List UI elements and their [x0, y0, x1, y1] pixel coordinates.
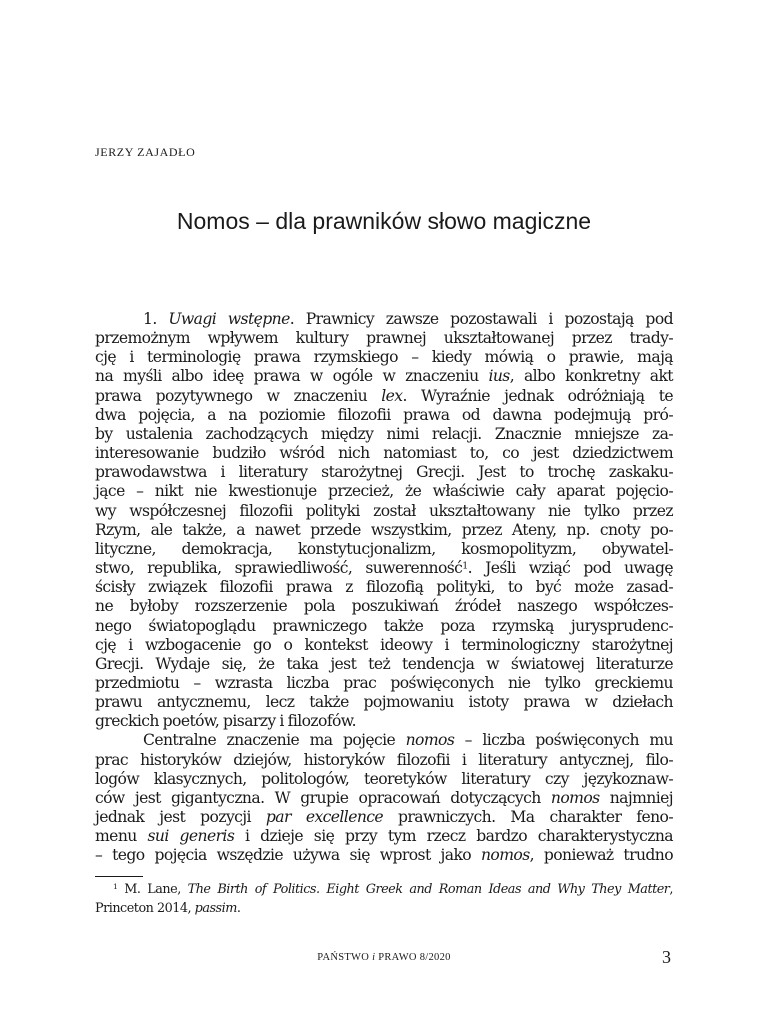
footnotes — [95, 880, 673, 918]
article-body — [95, 310, 673, 866]
author-name: JERZY ZAJADŁO — [95, 145, 196, 159]
body-text-line: by ustalenia zachodzących między nimi relacji. Znacznie mniejsze za- — [95, 424, 673, 443]
body-text-line: menu sui generis i dzieje się przy tym rzecz bardzo charakterystyczna — [95, 827, 673, 846]
body-text-line: prawu antycznemu, lecz także pojmowaniu istoty prawa w dziełach — [95, 693, 673, 712]
body-text-line: prawa pozytywnego w znaczeniu lex. Wyraźnie jednak odróżniają te — [95, 386, 673, 405]
body-text-line: nego światopoglądu prawniczego także poza rzymską jurysprudenc- — [95, 616, 673, 635]
article-title: Nomos – dla prawników słowo magiczne — [176, 208, 592, 234]
body-text-line: cję i wzbogacenie go o kontekst ideowy i terminologiczny starożytnej — [95, 635, 673, 654]
footnote-divider — [95, 876, 143, 877]
body-text-line: ne byłoby rozszerzenie pola poszukiwań źródeł naszego współczes- — [95, 597, 673, 616]
page-number: 3 — [662, 947, 671, 967]
body-text-line: Rzym, ale także, a nawet przede wszystkim, przez Ateny, np. cnoty po- — [95, 520, 673, 539]
body-text-line: – tego pojęcia wszędzie używa się wprost jako nomos, ponieważ trudno — [95, 846, 673, 865]
body-text-line: przemożnym wpływem kultury prawnej ukształtowanej przez trady- — [95, 329, 673, 348]
body-text-line: dwa pojęcia, a na poziomie filozofii prawa od dawna podejmują pró- — [95, 405, 673, 424]
footnote-line: Princeton 2014, passim. — [95, 901, 241, 916]
body-text-line: ców jest gigantyczna. W grupie opracowań dotyczących nomos najmniej — [95, 788, 673, 807]
body-text-line: logów klasycznych, politologów, teoretyków literatury czy językoznaw- — [95, 769, 673, 788]
body-text-line: wy współczesnej filozofii polityki został ukształtowany nie tylko przez — [95, 501, 673, 520]
body-text-line: prac historyków dziejów, historyków filozofii i literatury antycznej, filo- — [95, 750, 673, 769]
body-text-line: Grecji. Wydaje się, że taka jest też tendencja w światowej literaturze — [95, 654, 673, 673]
body-text-line: 1. Uwagi wstępne. Prawnicy zawsze pozostawali i pozostają pod — [143, 310, 673, 328]
footnote-line: $^1$ M. Lane, The Birth of Politics. Eight Greek and Roman Ideas and Why They Matter, — [113, 882, 673, 897]
body-text-line: jące – nikt nie kwestionuje przecież, że właściwie cały aparat pojęcio- — [95, 482, 673, 501]
body-text-line: greckich poetów, pisarzy i filozofów. — [95, 712, 357, 731]
body-text-line: jednak jest pozycji par excellence prawniczych. Ma charakter feno- — [95, 808, 673, 827]
body-text-line: lityczne, demokracja, konstytucjonalizm, kosmopolityzm, obywatel- — [95, 539, 673, 558]
body-text-line: prawodawstwa i literatury starożytnej Grecji. Jest to trochę zaskaku- — [95, 463, 673, 482]
body-text-line: Centralne znaczenie ma pojęcie nomos – liczba poświęconych mu — [143, 731, 673, 750]
body-text-line: stwo, republika, sprawiedliwość, suwerenność$^1$. Jeśli wziąć pod uwagę — [95, 559, 673, 578]
journal-name: PAŃSTWO i PRAWO 8/2020 — [317, 952, 451, 963]
body-text-line: ścisły związek filozofii prawa z filozofią polityki, to być może zasad- — [95, 578, 673, 597]
body-text-line: interesowanie budziło wśród nich natomiast to, co jest dziedzictwem — [95, 444, 673, 463]
body-text-line: na myśli albo ideę prawa w ogóle w znaczeniu ius, albo konkretny akt — [95, 367, 673, 386]
body-text-line: cję i terminologię prawa rzymskiego – kiedy mówią o prawie, mają — [95, 348, 673, 367]
body-text-line: przedmiotu – wzrasta liczba prac poświęconych nie tylko greckiemu — [95, 673, 673, 692]
